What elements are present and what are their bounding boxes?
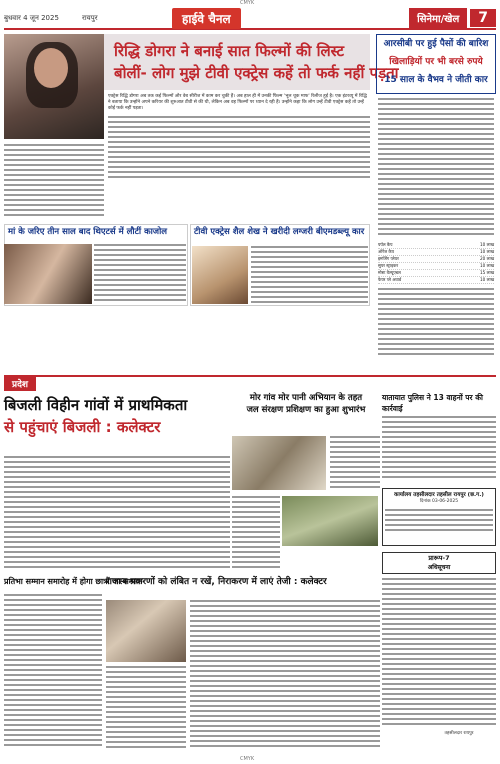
mor-line-2: जल संरक्षण प्रशिक्षण का हुआ शुभारंभ xyxy=(246,405,366,415)
rajasva-body-left xyxy=(106,666,186,752)
police-headline-text: यातायात पुलिस ने 13 वाहनों पर की कार्रवाई xyxy=(382,393,483,413)
table-row: मोस्ट वैल्यूएबल 15 लाख xyxy=(378,270,494,275)
pratibha-headline: प्रतिभा सम्मान समारोह में होगा छात्रों का सम्मान xyxy=(4,577,143,586)
header-date: बुधवार 4 जून 2025 xyxy=(4,13,59,22)
rcb-headline-box xyxy=(376,34,496,94)
form-body xyxy=(382,578,496,728)
notice-date: दिनांक 03-06-2025 xyxy=(419,499,459,504)
lead-body xyxy=(108,94,370,218)
lead-body-text: एक्ट्रेस रिद्धि डोगरा अब तक कई फिल्मों और वेब सीरीज में काम कर चुकी हैं। अब हाल ही में उनकी फिल्म 'भूल चूक माफ' रिलीज हुई है। एक इंटरव्यू में रिद्धि ने बताया कि उन्होंने अपने करियर की शुरुआत टीवी से की थी, लेकिन अब वह फिल्मों पर ध्यान दे रही हैं। उन्होंने कहा कि लोग उन्हें टीवी एक्ट्रेस कहें तो उन्हें कोई फर्क नहीं पड़ता। xyxy=(108,94,367,111)
mor-photo-2 xyxy=(282,496,378,546)
page-number: 7 xyxy=(470,9,496,27)
mor-line-1: मोर गांव मोर पानी अभियान के तहत xyxy=(249,393,363,403)
notice-signature: तहसीलदार रायपुर xyxy=(444,731,474,736)
lead-body-left xyxy=(4,144,104,220)
page-header xyxy=(4,8,496,30)
pradesh-band xyxy=(4,375,496,389)
form-title: प्रारूप-7 xyxy=(428,554,450,562)
table-row: इमर्जिंग प्लेयर 20 लाख xyxy=(378,256,494,261)
tv-headline: टीवी एक्ट्रेस शैल शेख ने खरीदी लग्जरी बीएमडब्ल्यू कार xyxy=(194,227,365,237)
lead-headline-2: बोलीं- लोग मुझे टीवी एक्ट्रेस कहें तो फर्क नहीं पड़ता xyxy=(114,64,399,82)
kajol-headline: मां के जरिए तीन साल बाद थिएटर्स में लौटीं काजोल xyxy=(5,225,187,240)
lead-headline-1: रिद्धि डोगरा ने बनाई सात फिल्मों की लिस्ट xyxy=(114,42,345,60)
cmyk-mark: CMYK xyxy=(240,0,255,6)
rcb-line-2: खिलाड़ियों पर भी बरसे रुपये xyxy=(389,57,483,67)
mor-body xyxy=(330,436,380,492)
rcb-line-3: 15 साल के वैभव ने जीती कार xyxy=(384,75,488,85)
mor-photo xyxy=(232,436,326,490)
police-body xyxy=(382,416,496,484)
table-row: सुपर स्ट्राइकर 10 लाख xyxy=(378,263,494,268)
lead-photo xyxy=(4,34,104,139)
rajasva-body xyxy=(190,600,380,752)
rcb-body xyxy=(378,98,494,238)
brand-logo: हाईवे चैनल xyxy=(172,8,241,29)
notice-office: कार्यालय तहसीलदार तहसील रायपुर (छ.ग.) xyxy=(394,492,484,498)
table-row: फेयर प्ले अवार्ड 10 लाख xyxy=(378,277,494,282)
bijli-headline-b: से पहुंचाएं बिजली : कलेक्टर xyxy=(4,418,161,436)
tv-photo xyxy=(192,246,248,304)
section-label: सिनेमा/खेल xyxy=(409,8,467,28)
awards-table xyxy=(378,242,494,370)
table-row: ऑरेंज कैप 10 लाख xyxy=(378,249,494,254)
cmyk-mark-bottom: CMYK xyxy=(240,756,255,762)
tv-body xyxy=(251,246,368,304)
notice-box xyxy=(382,488,496,546)
mor-gaon-headline xyxy=(232,392,380,432)
photo-face xyxy=(34,48,68,88)
lead-body-lines xyxy=(108,116,370,178)
bijli-headline xyxy=(4,394,230,454)
pratibha-body xyxy=(4,594,102,752)
form-sub: अधिसूचना xyxy=(427,564,451,571)
kajol-body xyxy=(94,244,186,304)
police-headline xyxy=(382,392,496,414)
mor-body-2 xyxy=(232,496,280,572)
table-row: पर्पल कैप 10 लाख xyxy=(378,242,494,247)
form-box xyxy=(382,552,496,574)
rajasva-photo xyxy=(106,600,186,662)
bijli-headline-a: बिजली विहीन गांवों में प्राथमिकता xyxy=(4,396,188,414)
rcb-line-1: आरसीबी पर हुई पैसों की बारिश xyxy=(383,39,489,49)
kajol-photo xyxy=(4,244,92,304)
pradesh-label: प्रदेश xyxy=(4,376,36,391)
rajasva-headline: राजस्व प्रकरणों को लंबित न रखें, निराकरण में लाएं तेजी : कलेक्टर xyxy=(106,577,327,587)
bijli-body xyxy=(4,456,230,572)
header-city: रायपुर xyxy=(82,13,98,22)
